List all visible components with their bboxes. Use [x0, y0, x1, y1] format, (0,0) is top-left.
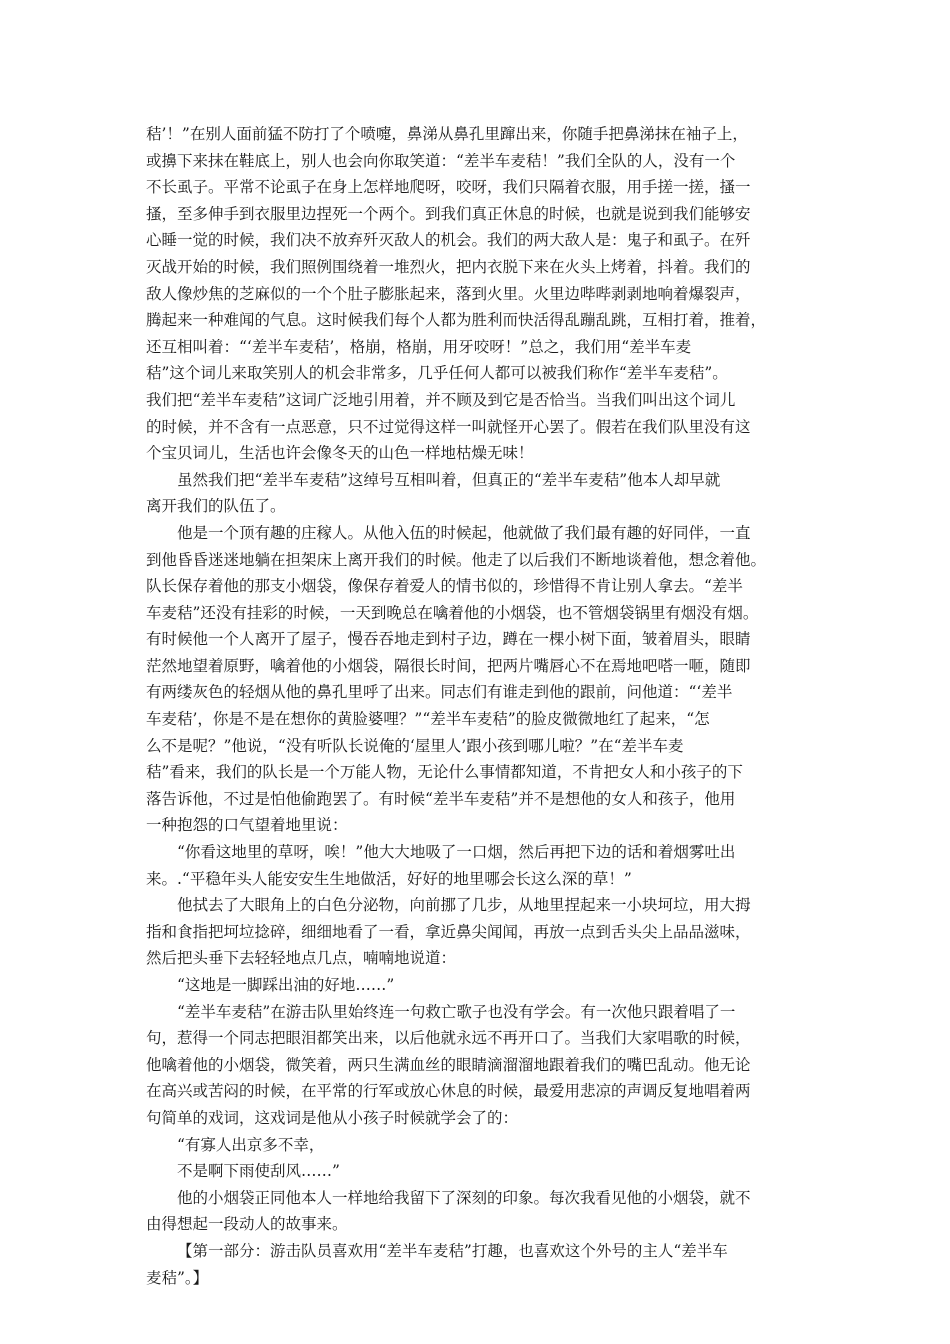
text-line: 离开我们的队伍了。 [146, 497, 286, 516]
text-line: 他噙着他的小烟袋，微笑着，两只生满血丝的眼睛滴溜溜地跟着我们的嘴巴乱动。他无论 [146, 1055, 751, 1074]
text-line: 搔，至多伸手到衣服里边捏死一个两个。到我们真正休息的时候，也就是说到我们能够安 [146, 204, 751, 223]
text-line: 个宝贝词儿，生活也许会像冬天的山色一样地枯燥无味！ [146, 444, 534, 463]
text-line: 在高兴或苦闷的时候，在平常的行军或放心休息的时候，最爱用悲凉的声调反复地唱着两 [146, 1082, 751, 1101]
text-line: 虽然我们把“差半车麦秸”这绰号互相叫着，但真正的“差半车麦秸”他本人却早就 [177, 470, 721, 489]
text-line: 秸”这个词儿来取笑别人的机会非常多，几乎任何人都可以被我们称作“差半车麦秸”。 [146, 364, 728, 383]
text-line: 的时候，并不含有一点恶意，只不过觉得这样一叫就怪开心罢了。假若在我们队里没有这 [146, 417, 751, 436]
text-line: 由得想起一段动人的故事来。 [146, 1215, 348, 1234]
article-body [146, 121, 806, 1291]
text-line: 或擤下来抹在鞋底上，别人也会向你取笑道：“差半车麦秸！”我们全队的人，没有一个 [146, 151, 736, 170]
text-line: 心睡一觉的时候，我们决不放弃歼灭敌人的机会。我们的两大敌人是：鬼子和虱子。在歼 [146, 231, 751, 250]
text-line: 【第一部分：游击队员喜欢用“差半车麦秸”打趣，也喜欢这个外号的主人“差半车 [177, 1241, 728, 1260]
text-line: 他的小烟袋正同他本人一样地给我留下了深刻的印象。每次我看见他的小烟袋，就不 [177, 1188, 751, 1207]
text-line: 一种抱怨的口气望着地里说： [146, 816, 348, 835]
text-line: 车麦秸’，你是不是在想你的黄脸婆哩？”“差半车麦秸”的脸皮微微地红了起来，“怎 [146, 710, 710, 729]
text-line: 车麦秸”还没有挂彩的时候，一天到晚总在噙着他的小烟袋，也不管烟袋锅里有烟没有烟。 [146, 603, 759, 622]
text-line: 秸”看来，我们的队长是一个万能人物，无论什么事情都知道，不肯把女人和小孩子的下 [146, 763, 743, 782]
text-line: 灭战开始的时候，我们照例围绕着一堆烈火，把内衣脱下来在火头上烤着，抖着。我们的 [146, 257, 751, 276]
text-line: 麦秸”。】 [146, 1268, 209, 1287]
text-line: 还互相叫着：“‘差半车麦秸’，格崩，格崩，用牙咬呀！”总之，我们用“差半车麦 [146, 337, 692, 356]
text-line: 我们把“差半车麦秸”这词广泛地引用着，并不顾及到它是否恰当。当我们叫出这个词儿 [146, 390, 736, 409]
text-line: 队长保存着他的那支小烟袋，像保存着爱人的情书似的，珍惜得不肯让别人拿去。“差半 [146, 577, 743, 596]
text-line: 他拭去了大眼角上的白色分泌物，向前挪了几步，从地里捏起来一小块坷垃，用大拇 [177, 896, 751, 915]
text-line: 腾起来一种难闻的气息。这时候我们每个人都为胜利而快活得乱蹦乱跳，互相打着，推着， [146, 311, 767, 330]
text-line: 他是一个顶有趣的庄稼人。从他入伍的时候起，他就做了我们最有趣的好同伴，一直 [177, 523, 751, 542]
text-line: 不是啊下雨使刮风……” [177, 1162, 340, 1181]
text-line: 落告诉他，不过是怕他偷跑罢了。有时候“差半车麦秸”并不是想他的女人和孩子，他用 [146, 789, 736, 808]
text-line: 有时候他一个人离开了屋子，慢吞吞地走到村子边，蹲在一棵小树下面，皱着眉头，眼睛 [146, 630, 751, 649]
text-line: 指和食指把坷垃捻碎，细细地看了一看，拿近鼻尖闻闻，再放一点到舌头尖上品品滋味， [146, 922, 751, 941]
text-line: “你看这地里的草呀，唉！”他大大地吸了一口烟，然后再把下边的话和着烟雾吐出 [177, 843, 736, 862]
text-line: “差半车麦秸”在游击队里始终连一句救亡歌子也没有学会。有一次他只跟着唱了一 [177, 1002, 736, 1021]
text-line: 有两缕灰色的轻烟从他的鼻孔里呼了出来。同志们有谁走到他的跟前，问他道：“‘差半 [146, 683, 733, 702]
text-line: 么不是呢？”他说，“没有听队长说俺的‘屋里人’跟小孩到哪儿啦？”在“差半车麦 [146, 736, 684, 755]
text-line: 句，惹得一个同志把眼泪都笑出来，以后他就永远不再开口了。当我们大家唱歌的时候， [146, 1029, 751, 1048]
text-line: 到他昏昏迷迷地躺在担架床上离开我们的时候。他走了以后我们不断地谈着他，想念着他。 [146, 550, 767, 569]
text-line: 敌人像炒焦的芝麻似的一个个肚子膨胀起来，落到火里。火里边哔哔剥剥地响着爆裂声， [146, 284, 751, 303]
text-line: 秸’！”在别人面前猛不防打了个喷嚏，鼻涕从鼻孔里蹿出来，你随手把鼻涕抹在袖子上， [146, 125, 748, 143]
text-line: “有寡人出京多不幸， [177, 1135, 325, 1154]
text-line: 来。.“平稳年头人能安安生生地做活，好好的地里哪会长这么深的草！” [146, 869, 632, 888]
text-line: “这地是一脚踩出油的好地……” [177, 976, 395, 994]
text-line: 句简单的戏词，这戏词是他从小孩子时候就学会了的： [146, 1108, 519, 1127]
text-line: 然后把头垂下去轻轻地点几点，喃喃地说道： [146, 949, 457, 968]
text-line: 不长虱子。平常不论虱子在身上怎样地爬呀，咬呀，我们只隔着衣服，用手搓一搓，搔一 [146, 178, 751, 197]
text-line: 茫然地望着原野，噙着他的小烟袋，隔很长时间，把两片嘴唇心不在焉地吧嗒一咂，随即 [146, 656, 751, 675]
